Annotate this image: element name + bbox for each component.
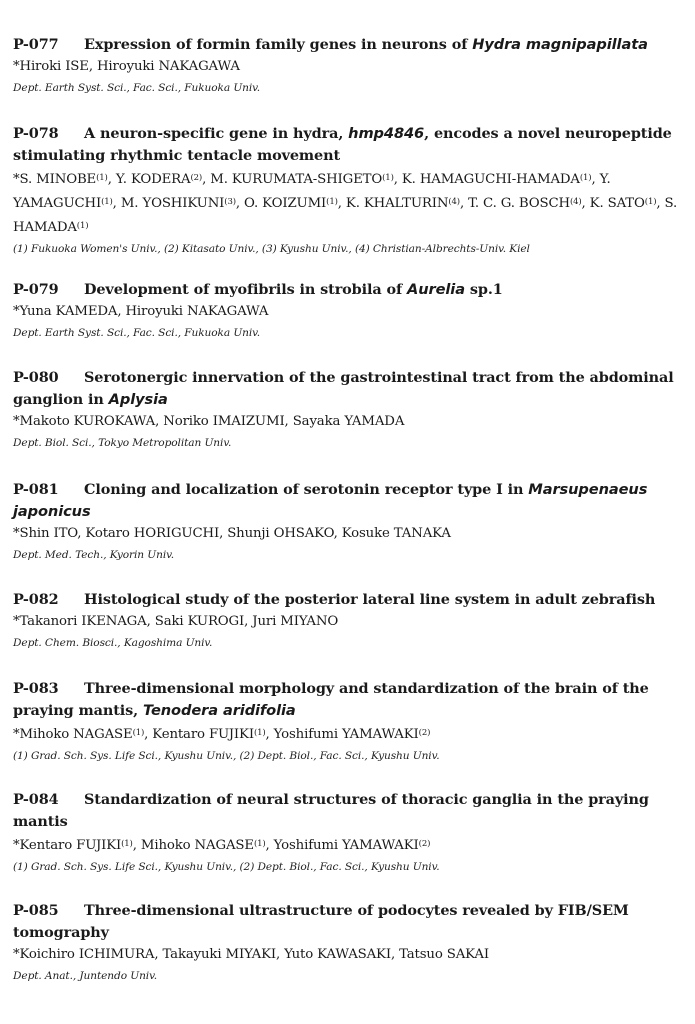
abstract-entry bbox=[13, 678, 685, 765]
abstract-entry bbox=[13, 789, 685, 876]
title-text: , encodes a novel neuropeptide stimulating rhythmic tentacle movement bbox=[13, 125, 672, 164]
title-text: Development of myofibrils in strobila of bbox=[84, 281, 408, 298]
species-name: Aurelia bbox=[407, 281, 465, 298]
affiliation-marker: (1) bbox=[382, 173, 394, 183]
affiliation: Dept. Earth Syst. Sci., Fac. Sci., Fukuoka Univ. bbox=[13, 327, 261, 339]
poster-code: P-082 bbox=[13, 591, 59, 608]
entry-title bbox=[13, 678, 685, 722]
abstract-entry bbox=[13, 34, 685, 97]
abstract-entry bbox=[13, 589, 685, 652]
author-text: , T. C. G. BOSCH bbox=[459, 196, 570, 211]
affiliation-marker: (1) bbox=[326, 197, 338, 207]
title-text: Histological study of the posterior lateral line system in adult zebrafish bbox=[84, 591, 656, 608]
poster-code: P-085 bbox=[13, 902, 59, 919]
species-name: hmp4846 bbox=[348, 125, 425, 142]
poster-code: P-078 bbox=[13, 125, 59, 142]
author-list bbox=[13, 301, 685, 323]
poster-code: P-083 bbox=[13, 680, 59, 697]
author-text: , S. HAMADA bbox=[13, 196, 678, 235]
author-text: *Kentaro FUJIKI bbox=[13, 838, 122, 853]
author-list bbox=[13, 611, 685, 633]
affiliation: Dept. Chem. Biosci., Kagoshima Univ. bbox=[13, 637, 213, 649]
author-text: , K. HAMAGUCHI-HAMADA bbox=[393, 172, 580, 187]
abstract-entry bbox=[13, 367, 685, 452]
affiliation-marker: (1) bbox=[253, 728, 266, 738]
title-text: Cloning and localization of serotonin receptor type I in bbox=[84, 481, 529, 498]
entry-title bbox=[13, 279, 685, 301]
affiliation: (1) Grad. Sch. Sys. Life Sci., Kyushu Univ., (2) Dept. Biol., Fac. Sci., Kyushu Univ. bbox=[13, 750, 440, 762]
affiliation: Dept. Anat., Juntendo Univ. bbox=[13, 970, 157, 982]
author-text: *Mihoko NAGASE bbox=[13, 727, 133, 742]
affiliation: Dept. Med. Tech., Kyorin Univ. bbox=[13, 549, 175, 561]
author-text: , K. KHALTURIN bbox=[337, 196, 449, 211]
abstract-entry bbox=[13, 479, 685, 564]
author-text: , M. KURUMATA-SHIGETO bbox=[202, 172, 383, 187]
species-name: Hydra magnipapillata bbox=[472, 36, 648, 53]
entry-title bbox=[13, 34, 685, 56]
author-text: , Yoshifumi YAMAWAKI bbox=[265, 838, 419, 853]
affiliation-marker: (4) bbox=[448, 197, 460, 207]
author-text: *Yuna KAMEDA, Hiroyuki NAKAGAWA bbox=[13, 304, 269, 319]
author-list bbox=[13, 167, 685, 239]
author-text: *Shin ITO, Kotaro HORIGUCHI, Shunji OHSAKO, Kosuke TANAKA bbox=[13, 526, 451, 541]
entry-title bbox=[13, 367, 685, 411]
author-text: , M. YOSHIKUNI bbox=[112, 196, 225, 211]
author-text: , Y. KODERA bbox=[107, 172, 191, 187]
title-text: sp.1 bbox=[464, 281, 503, 298]
entry-title bbox=[13, 123, 685, 167]
affiliation-marker: (1) bbox=[101, 197, 113, 207]
author-list bbox=[13, 722, 685, 746]
poster-code: P-080 bbox=[13, 369, 59, 386]
title-text: Three-dimensional morphology and standardization of the brain of the praying mantis, bbox=[13, 680, 649, 719]
affiliation-marker: (1) bbox=[121, 839, 133, 849]
abstract-entry bbox=[13, 900, 685, 985]
affiliation: Dept. Biol. Sci., Tokyo Metropolitan Univ. bbox=[13, 437, 232, 449]
affiliation: Dept. Earth Syst. Sci., Fac. Sci., Fukuoka Univ. bbox=[13, 82, 261, 94]
abstract-entry bbox=[13, 123, 685, 258]
author-text: , O. KOIZUMI bbox=[235, 196, 327, 211]
entry-title bbox=[13, 589, 685, 611]
title-text: A neuron-specific gene in hydra, bbox=[84, 125, 349, 142]
author-text: *Hiroki ISE, Hiroyuki NAKAGAWA bbox=[13, 59, 240, 74]
abstract-entry bbox=[13, 279, 685, 342]
affiliation-marker: (1) bbox=[579, 173, 592, 183]
affiliation-marker: (2) bbox=[418, 839, 431, 849]
title-text: Expression of formin family genes in neurons of bbox=[84, 36, 473, 53]
poster-code: P-077 bbox=[13, 36, 59, 53]
poster-code: P-081 bbox=[13, 481, 59, 498]
author-text: , Yoshifumi YAMAWAKI bbox=[265, 727, 419, 742]
poster-code: P-084 bbox=[13, 791, 59, 808]
author-text: *Takanori IKENAGA, Saki KUROGI, Juri MIYANO bbox=[13, 614, 339, 629]
title-text: Three-dimensional ultrastructure of podocytes revealed by FIB/SEM tomography bbox=[13, 902, 629, 941]
poster-code: P-079 bbox=[13, 281, 59, 298]
affiliation-marker: (2) bbox=[418, 728, 431, 738]
author-text: , Mihoko NAGASE bbox=[132, 838, 254, 853]
affiliation-marker: (1) bbox=[253, 839, 266, 849]
author-text: *Koichiro ICHIMURA, Takayuki MIYAKI, Yuto KAWASAKI, Tatsuo SAKAI bbox=[13, 947, 489, 962]
author-list bbox=[13, 56, 685, 78]
entry-title bbox=[13, 900, 685, 944]
species-name: Tenodera aridifolia bbox=[142, 702, 296, 719]
author-list bbox=[13, 944, 685, 966]
entry-title bbox=[13, 789, 685, 833]
affiliation-marker: (1) bbox=[644, 197, 657, 207]
author-list bbox=[13, 411, 685, 433]
affiliation: (1) Fukuoka Women's Univ., (2) Kitasato Univ., (3) Kyushu Univ., (4) Christian-Albrechts-Univ. Kiel bbox=[13, 243, 530, 255]
affiliation-marker: (1) bbox=[96, 173, 108, 183]
author-text: , Kentaro FUJIKI bbox=[144, 727, 254, 742]
affiliation-marker: (4) bbox=[569, 197, 582, 207]
author-text: *Makoto KUROKAWA, Noriko IMAIZUMI, Sayaka YAMADA bbox=[13, 414, 405, 429]
species-name: Marsupenaeus japonicus bbox=[13, 481, 648, 520]
affiliation-marker: (2) bbox=[190, 173, 203, 183]
entry-title bbox=[13, 479, 685, 523]
species-name: Aplysia bbox=[108, 391, 168, 408]
author-list bbox=[13, 833, 685, 857]
author-text: , K. SATO bbox=[581, 196, 645, 211]
title-text: Standardization of neural structures of thoracic ganglia in the praying mantis bbox=[13, 791, 649, 830]
affiliation-marker: (1) bbox=[132, 728, 145, 738]
affiliation-marker: (1) bbox=[76, 221, 89, 231]
author-text: *S. MINOBE bbox=[13, 172, 97, 187]
affiliation-marker: (3) bbox=[224, 197, 236, 207]
title-text: Serotonergic innervation of the gastrointestinal tract from the abdominal ganglion in bbox=[13, 369, 674, 408]
affiliation: (1) Grad. Sch. Sys. Life Sci., Kyushu Univ., (2) Dept. Biol., Fac. Sci., Kyushu Univ. bbox=[13, 861, 440, 873]
author-text: , Y. YAMAGUCHI bbox=[13, 172, 611, 211]
author-list bbox=[13, 523, 685, 545]
